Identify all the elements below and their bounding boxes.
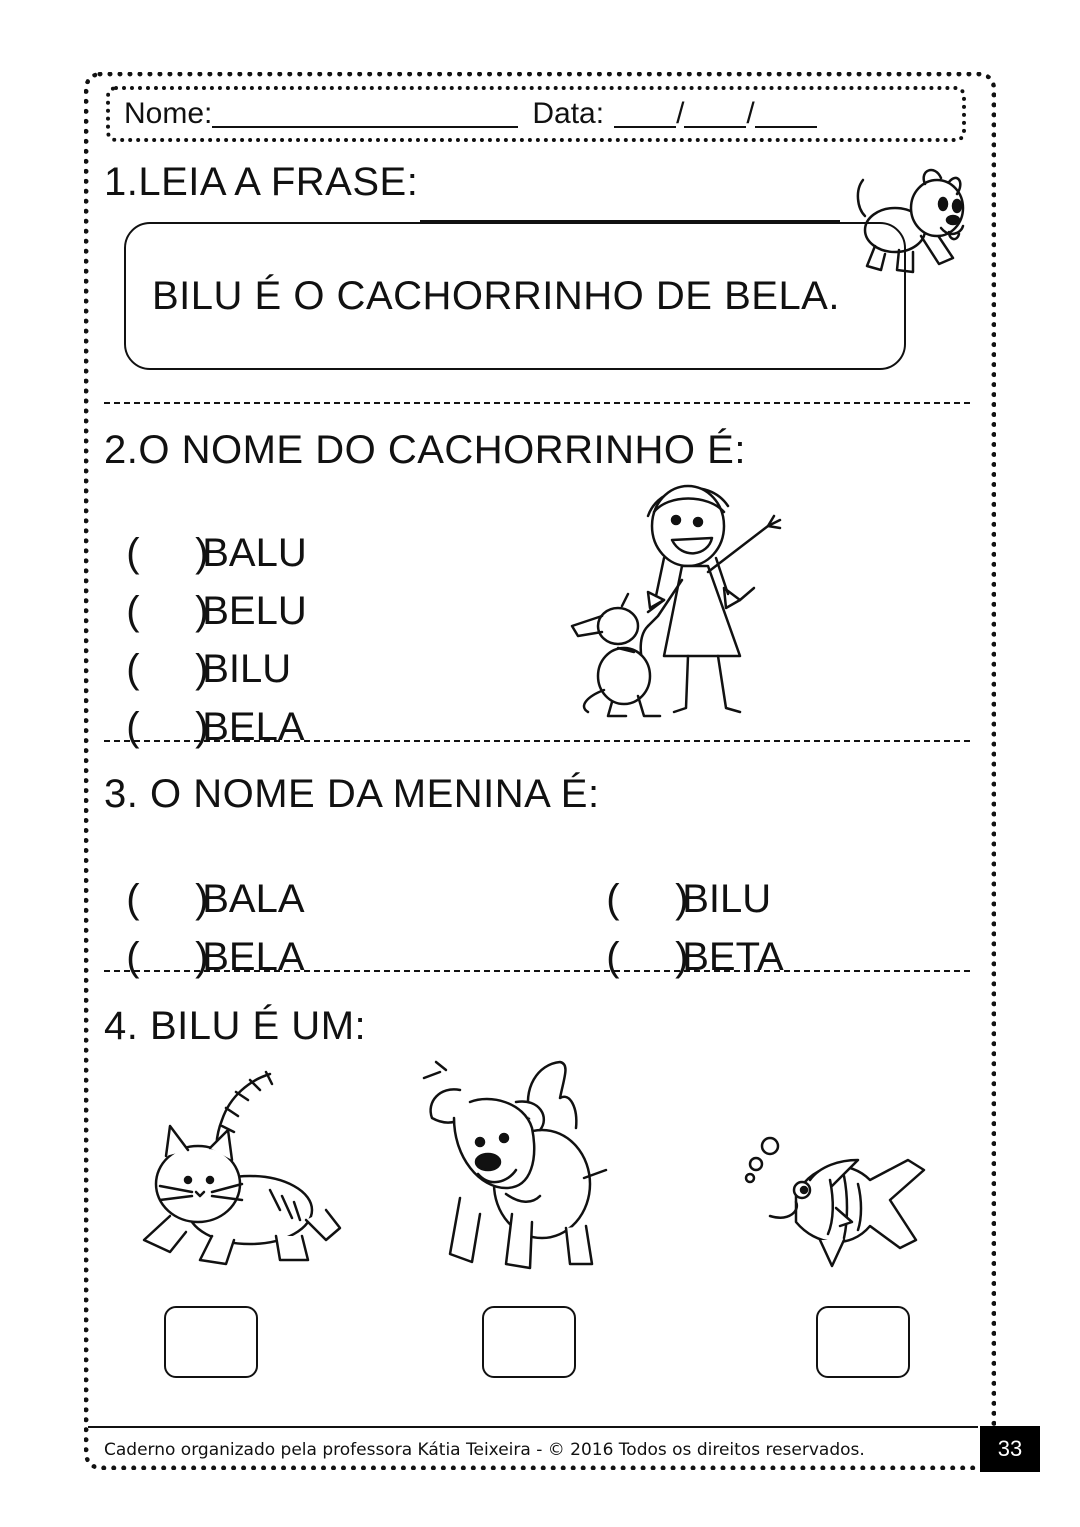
checkbox-paren[interactable]: ( ): [606, 877, 689, 921]
date-separator: /: [676, 97, 685, 130]
option-label: BELA: [202, 935, 305, 979]
option-label: BELU: [202, 589, 307, 633]
checkbox-paren[interactable]: ( ): [126, 589, 209, 633]
checkbox-paren[interactable]: ( ): [126, 705, 209, 749]
dog-icon: [420, 1058, 620, 1298]
fish-icon: [740, 1130, 940, 1290]
cat-icon: [130, 1060, 350, 1280]
date-label: Data:: [532, 97, 605, 130]
option-label: BALA: [202, 877, 305, 921]
date-month-field[interactable]: [684, 100, 746, 128]
checkbox-paren[interactable]: ( ): [126, 935, 209, 979]
option-label: BALU: [202, 531, 307, 575]
checkbox-paren[interactable]: ( ): [126, 647, 209, 691]
girl-with-dog-icon: [568, 476, 818, 726]
section-divider: [104, 740, 970, 742]
name-label: Nome:: [124, 97, 213, 130]
q1-title: 1.LEIA A FRASE:: [104, 160, 419, 204]
q3-title: 3. O NOME DA MENINA É:: [104, 772, 600, 816]
date-year-field[interactable]: [755, 100, 817, 128]
q3-option[interactable]: [584, 890, 784, 980]
answer-box-fish[interactable]: [816, 1306, 910, 1378]
page-number: 33: [980, 1426, 1040, 1472]
answer-box-dog[interactable]: [482, 1306, 576, 1378]
q2-option[interactable]: [104, 660, 305, 750]
checkbox-paren[interactable]: ( ): [126, 877, 209, 921]
q1-sentence: BILU É O CACHORRINHO DE BELA.: [152, 274, 840, 318]
q3-option[interactable]: [104, 890, 305, 980]
option-label: BILU: [682, 877, 772, 921]
checkbox-paren[interactable]: ( ): [606, 935, 689, 979]
q4-title: 4. BILU É UM:: [104, 1004, 367, 1048]
date-day-field[interactable]: [614, 100, 676, 128]
answer-box-cat[interactable]: [164, 1306, 258, 1378]
option-label: BILU: [202, 647, 292, 691]
header-box: [106, 86, 966, 142]
option-label: BELA: [202, 705, 305, 749]
date-separator: /: [746, 97, 755, 130]
puppy-icon: [845, 160, 970, 280]
q2-title: 2.O NOME DO CACHORRINHO É:: [104, 428, 746, 472]
footer-credit: Caderno organizado pela professora Kátia Teixeira - © 2016 Todos os direitos reservados.: [104, 1440, 865, 1460]
footer-rule: [88, 1426, 978, 1428]
option-label: BETA: [682, 935, 784, 979]
name-field[interactable]: [212, 100, 518, 128]
checkbox-paren[interactable]: ( ): [126, 531, 209, 575]
section-divider: [104, 970, 970, 972]
section-divider: [104, 402, 970, 404]
